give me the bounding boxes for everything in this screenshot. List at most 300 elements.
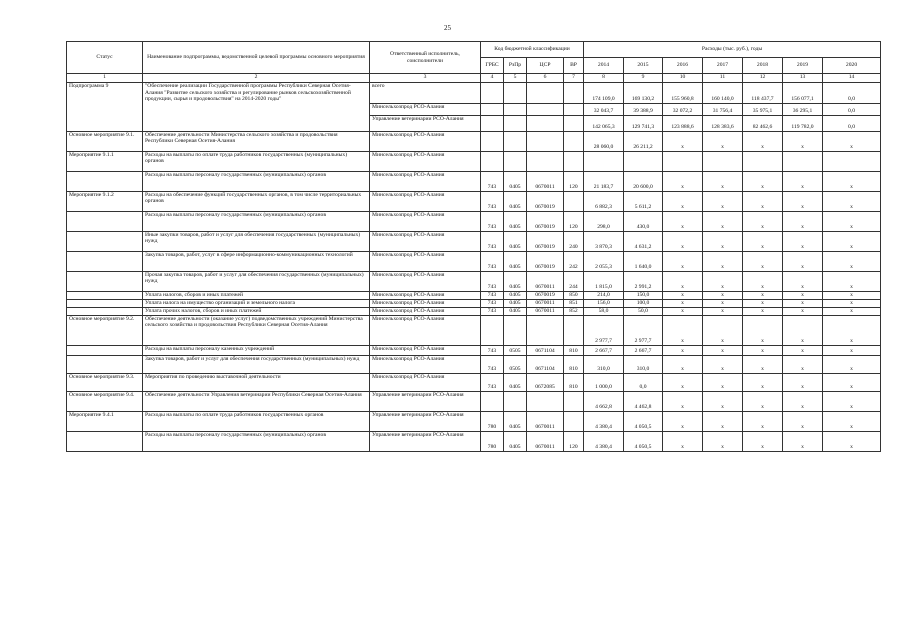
- cell-y2019: x: [783, 251, 823, 271]
- cell-grbs: [481, 115, 504, 131]
- cell-grbs: 780: [481, 431, 504, 451]
- cell-y2019: x: [783, 391, 823, 411]
- cell-rzpr: [504, 83, 527, 104]
- cell-y2020: x: [823, 345, 881, 355]
- header-expenses: Расходы (тыс. руб.), годы: [584, 42, 881, 58]
- cell-csr: [527, 115, 564, 131]
- cell-grbs: 743: [481, 291, 504, 299]
- cell-vr: 120: [564, 431, 584, 451]
- cell-grbs: 743: [481, 191, 504, 211]
- table-row: [67, 271, 881, 291]
- cell-name: Уплата прочих налогов, сборов и иных платежей: [143, 307, 370, 315]
- cell-y2016: x: [663, 251, 703, 271]
- column-number: 8: [584, 74, 624, 83]
- cell-y2014: 174 109,0: [584, 83, 624, 104]
- cell-y2020: x: [823, 231, 881, 251]
- cell-csr: 0670011: [527, 411, 564, 431]
- cell-y2014: 4 380,4: [584, 411, 624, 431]
- cell-y2015: 129 741,3: [624, 115, 663, 131]
- cell-y2020: [823, 151, 881, 171]
- cell-rzpr: 0405: [504, 211, 527, 231]
- column-number: 10: [663, 74, 703, 83]
- cell-grbs: 743: [481, 307, 504, 315]
- table-row: [67, 171, 881, 191]
- cell-csr: 0671104: [527, 345, 564, 355]
- cell-y2019: x: [783, 373, 823, 391]
- cell-grbs: 780: [481, 411, 504, 431]
- cell-name: Расходы на выплаты персоналу государственных (муниципальных) органов: [143, 431, 370, 451]
- cell-y2018: x: [743, 131, 783, 151]
- cell-y2020: x: [823, 373, 881, 391]
- cell-executor: Минсельхозпрод РСО-Алания: [370, 373, 481, 391]
- cell-y2014: 156,0: [584, 299, 624, 307]
- cell-y2015: 26 211,2: [624, 131, 663, 151]
- cell-y2018: x: [743, 171, 783, 191]
- cell-csr: [527, 131, 564, 151]
- cell-status: [67, 355, 143, 373]
- cell-y2014: 4 662,8: [584, 391, 624, 411]
- cell-y2020: x: [823, 171, 881, 191]
- cell-y2015: 169 130,2: [624, 83, 663, 104]
- header-year: 2015: [624, 58, 663, 74]
- cell-vr: 242: [564, 251, 584, 271]
- table-row: [67, 391, 881, 411]
- cell-rzpr: [504, 131, 527, 151]
- cell-name: Обеспечение деятельности (оказание услуг) подведомственных учреждений Министерства сельского хозяйства и продовольствия Республики Северная Осетия-Алания: [143, 315, 370, 345]
- cell-rzpr: 0405: [504, 299, 527, 307]
- cell-status: [67, 431, 143, 451]
- cell-vr: 240: [564, 231, 584, 251]
- cell-y2016: x: [663, 191, 703, 211]
- cell-vr: [564, 115, 584, 131]
- cell-csr: [527, 391, 564, 411]
- table-row: [67, 211, 881, 231]
- cell-y2017: x: [703, 299, 743, 307]
- cell-y2019: [783, 151, 823, 171]
- cell-rzpr: [504, 151, 527, 171]
- header-status: Статус: [67, 42, 143, 74]
- cell-y2014: 2 667,7: [584, 345, 624, 355]
- cell-y2020: x: [823, 391, 881, 411]
- table-row: [67, 115, 881, 131]
- header-kbk-col: ЦСР: [527, 58, 564, 74]
- cell-vr: [564, 83, 584, 104]
- cell-y2018: 35 975,1: [743, 103, 783, 115]
- cell-csr: 0670019: [527, 291, 564, 299]
- cell-grbs: 743: [481, 251, 504, 271]
- cell-y2017: 31 756,4: [703, 103, 743, 115]
- cell-csr: 0672085: [527, 373, 564, 391]
- cell-status: [67, 307, 143, 315]
- cell-name: Расходы на выплаты персоналу государственных (муниципальных) органов: [143, 211, 370, 231]
- cell-name: Уплата налога на имущество организаций и земельного налога: [143, 299, 370, 307]
- cell-grbs: 743: [481, 299, 504, 307]
- cell-y2014: 214,0: [584, 291, 624, 299]
- cell-name: "Обеспечение реализации Государственной программы Республики Северная Осетия-Алания "Развитие сельского хозяйства и регулирование рынков сельскохозяйственной продукции, сырья и продовольствия" на 2014-2020 годы": [143, 83, 370, 104]
- cell-y2014: 142 065,3: [584, 115, 624, 131]
- cell-rzpr: [504, 391, 527, 411]
- cell-y2015: 430,0: [624, 211, 663, 231]
- cell-y2016: x: [663, 271, 703, 291]
- cell-y2017: x: [703, 345, 743, 355]
- cell-vr: [564, 411, 584, 431]
- cell-y2016: x: [663, 373, 703, 391]
- cell-y2018: x: [743, 291, 783, 299]
- cell-status: [67, 299, 143, 307]
- cell-y2017: x: [703, 251, 743, 271]
- cell-y2016: x: [663, 355, 703, 373]
- cell-vr: 810: [564, 345, 584, 355]
- cell-grbs: [481, 315, 504, 345]
- cell-y2018: x: [743, 271, 783, 291]
- cell-executor: Управление ветеринарии РСО-Алания: [370, 411, 481, 431]
- header-kbk-col: ГРБС: [481, 58, 504, 74]
- cell-y2015: 2 667,7: [624, 345, 663, 355]
- cell-y2015: 310,0: [624, 355, 663, 373]
- cell-y2018: 118 437,7: [743, 83, 783, 104]
- cell-y2017: x: [703, 373, 743, 391]
- cell-csr: 0670011: [527, 307, 564, 315]
- cell-rzpr: 0405: [504, 291, 527, 299]
- table-row: [67, 251, 881, 271]
- cell-y2014: 58,0: [584, 307, 624, 315]
- cell-y2019: x: [783, 211, 823, 231]
- cell-grbs: 743: [481, 171, 504, 191]
- cell-y2015: 4 631,2: [624, 231, 663, 251]
- header-kbk: Код бюджетной классификации: [481, 42, 584, 58]
- header-year: 2017: [703, 58, 743, 74]
- column-number: 14: [823, 74, 881, 83]
- header-executor: Ответственный исполнитель, соисполнители: [370, 42, 481, 74]
- cell-name: Закупка товаров, работ, услуг в сфере информационно-коммуникационных технологий: [143, 251, 370, 271]
- cell-executor: Минсельхозпрод РСО-Алания: [370, 231, 481, 251]
- cell-rzpr: 0405: [504, 191, 527, 211]
- cell-grbs: [481, 131, 504, 151]
- table-row: [67, 355, 881, 373]
- cell-executor: Минсельхозпрод РСО-Алания: [370, 151, 481, 171]
- cell-y2019: x: [783, 291, 823, 299]
- table-row: [67, 191, 881, 211]
- cell-csr: 0671104: [527, 355, 564, 373]
- cell-status: [67, 171, 143, 191]
- cell-y2014: 32 043,7: [584, 103, 624, 115]
- cell-y2016: x: [663, 315, 703, 345]
- cell-executor: Минсельхозпрод РСО-Алания: [370, 345, 481, 355]
- cell-vr: [564, 103, 584, 115]
- cell-y2015: 20 600,0: [624, 171, 663, 191]
- cell-y2017: x: [703, 315, 743, 345]
- cell-name: Расходы на выплаты персоналу государственных (муниципальных) органов: [143, 171, 370, 191]
- cell-status: [67, 251, 143, 271]
- cell-grbs: [481, 151, 504, 171]
- cell-y2020: x: [823, 291, 881, 299]
- cell-name: Мероприятия по проведению выставочной деятельности: [143, 373, 370, 391]
- cell-name: Расходы на обеспечение функций государственных органов, в том числе территориальных органов: [143, 191, 370, 211]
- budget-table: [66, 41, 881, 452]
- cell-status: [67, 291, 143, 299]
- cell-grbs: 743: [481, 373, 504, 391]
- cell-name: Уплата налогов, сборов и иных платежей: [143, 291, 370, 299]
- cell-executor: Управление ветеринарии РСО-Алания: [370, 115, 481, 131]
- cell-y2014: 28 060,0: [584, 131, 624, 151]
- cell-y2015: 39 388,9: [624, 103, 663, 115]
- cell-csr: 0670019: [527, 211, 564, 231]
- cell-y2020: x: [823, 431, 881, 451]
- cell-name: Иные закупки товаров, работ и услуг для обеспечения государственных (муниципальных) нужд: [143, 231, 370, 251]
- cell-y2015: 100,0: [624, 299, 663, 307]
- cell-y2016: x: [663, 131, 703, 151]
- cell-status: [67, 103, 143, 115]
- cell-y2017: x: [703, 231, 743, 251]
- cell-rzpr: 0405: [504, 431, 527, 451]
- cell-y2020: x: [823, 299, 881, 307]
- header-year: 2018: [743, 58, 783, 74]
- cell-executor: Минсельхозпрод РСО-Алания: [370, 171, 481, 191]
- cell-name: Обеспечение деятельности Министерства сельского хозяйства и продовольствия Республики Северная Осетия-Алания: [143, 131, 370, 151]
- cell-y2019: x: [783, 299, 823, 307]
- cell-status: Мероприятие 9.4.1: [67, 411, 143, 431]
- cell-y2014: 310,0: [584, 355, 624, 373]
- cell-y2019: x: [783, 345, 823, 355]
- column-number: 5: [504, 74, 527, 83]
- cell-vr: [564, 315, 584, 345]
- table-row: [67, 373, 881, 391]
- cell-rzpr: 0405: [504, 271, 527, 291]
- cell-y2017: x: [703, 211, 743, 231]
- cell-grbs: 743: [481, 231, 504, 251]
- cell-csr: 0670019: [527, 231, 564, 251]
- cell-executor: Минсельхозпрод РСО-Алания: [370, 315, 481, 345]
- cell-vr: 851: [564, 299, 584, 307]
- cell-y2018: 82 462,6: [743, 115, 783, 131]
- cell-rzpr: 0405: [504, 373, 527, 391]
- cell-y2019: x: [783, 355, 823, 373]
- cell-y2016: x: [663, 291, 703, 299]
- cell-y2018: x: [743, 299, 783, 307]
- cell-y2017: x: [703, 171, 743, 191]
- cell-y2016: x: [663, 231, 703, 251]
- cell-vr: [564, 191, 584, 211]
- cell-y2016: 123 888,6: [663, 115, 703, 131]
- cell-vr: [564, 151, 584, 171]
- cell-rzpr: 0505: [504, 345, 527, 355]
- cell-y2018: x: [743, 431, 783, 451]
- header-name: Наименование подпрограммы, ведомственной целевой программы основного мероприятия: [143, 42, 370, 74]
- cell-y2020: x: [823, 131, 881, 151]
- cell-executor: Минсельхозпрод РСО-Алания: [370, 271, 481, 291]
- cell-name: Обеспечение деятельности Управления ветеринарии Республики Северная Осетия-Алания: [143, 391, 370, 411]
- cell-executor: Минсельхозпрод РСО-Алания: [370, 103, 481, 115]
- cell-csr: 0670019: [527, 251, 564, 271]
- table-row: [67, 131, 881, 151]
- cell-status: Основное мероприятие 9.4.: [67, 391, 143, 411]
- cell-y2018: [743, 151, 783, 171]
- cell-status: [67, 231, 143, 251]
- cell-y2018: x: [743, 411, 783, 431]
- cell-executor: Минсельхозпрод РСО-Алания: [370, 307, 481, 315]
- cell-status: [67, 271, 143, 291]
- cell-name: Прочая закупка товаров, работ и услуг для обеспечения государственных (муниципальных) нужд: [143, 271, 370, 291]
- cell-y2015: 1 640,0: [624, 251, 663, 271]
- cell-y2016: x: [663, 307, 703, 315]
- table-row: [67, 151, 881, 171]
- cell-y2016: 32 072,2: [663, 103, 703, 115]
- cell-rzpr: 0405: [504, 411, 527, 431]
- cell-y2015: 0,0: [624, 373, 663, 391]
- cell-y2014: 3 870,3: [584, 231, 624, 251]
- cell-vr: 850: [564, 291, 584, 299]
- cell-y2015: 150,0: [624, 291, 663, 299]
- cell-y2018: x: [743, 315, 783, 345]
- cell-y2016: x: [663, 171, 703, 191]
- cell-y2014: 6 882,3: [584, 191, 624, 211]
- cell-y2019: 119 782,0: [783, 115, 823, 131]
- header-year: 2014: [584, 58, 624, 74]
- cell-y2020: 0,0: [823, 83, 881, 104]
- cell-y2016: x: [663, 345, 703, 355]
- cell-name: Расходы на выплаты персоналу казенных учреждений: [143, 345, 370, 355]
- cell-y2020: x: [823, 191, 881, 211]
- cell-y2018: x: [743, 191, 783, 211]
- cell-grbs: 743: [481, 355, 504, 373]
- cell-y2017: x: [703, 391, 743, 411]
- cell-executor: Минсельхозпрод РСО-Алания: [370, 355, 481, 373]
- cell-rzpr: 0505: [504, 355, 527, 373]
- cell-status: [67, 345, 143, 355]
- cell-y2020: x: [823, 315, 881, 345]
- cell-status: Основное мероприятие 9.1.: [67, 131, 143, 151]
- cell-y2019: 36 295,1: [783, 103, 823, 115]
- table-row: [67, 83, 881, 104]
- cell-y2019: x: [783, 191, 823, 211]
- cell-y2018: x: [743, 231, 783, 251]
- cell-y2015: [624, 151, 663, 171]
- page-number: 25: [444, 24, 451, 32]
- cell-rzpr: 0405: [504, 171, 527, 191]
- cell-y2015: 50,0: [624, 307, 663, 315]
- header-kbk-col: РзПр: [504, 58, 527, 74]
- cell-y2019: 156 077,1: [783, 83, 823, 104]
- cell-y2019: x: [783, 171, 823, 191]
- cell-name: Расходы на выплаты по оплате труда работников государственных органов: [143, 411, 370, 431]
- column-number: 11: [703, 74, 743, 83]
- table-row: [67, 431, 881, 451]
- cell-y2017: x: [703, 307, 743, 315]
- table-row: [67, 345, 881, 355]
- header-kbk-col: ВР: [564, 58, 584, 74]
- cell-status: Подпрограмма 9: [67, 83, 143, 104]
- header-year: 2016: [663, 58, 703, 74]
- column-number: 3: [370, 74, 481, 83]
- cell-y2014: [584, 151, 624, 171]
- cell-y2015: 4 050,5: [624, 431, 663, 451]
- cell-y2014: 1 815,0: [584, 271, 624, 291]
- cell-y2018: x: [743, 355, 783, 373]
- cell-rzpr: 0405: [504, 231, 527, 251]
- cell-y2016: x: [663, 391, 703, 411]
- cell-y2019: x: [783, 315, 823, 345]
- cell-y2016: x: [663, 299, 703, 307]
- cell-y2015: 4 462,8: [624, 391, 663, 411]
- cell-y2014: 1 000,0: [584, 373, 624, 391]
- cell-executor: всего: [370, 83, 481, 104]
- cell-y2016: x: [663, 211, 703, 231]
- table-row: [67, 291, 881, 299]
- cell-y2020: x: [823, 411, 881, 431]
- cell-csr: [527, 315, 564, 345]
- table-row: [67, 103, 881, 115]
- cell-rzpr: 0405: [504, 251, 527, 271]
- cell-rzpr: [504, 115, 527, 131]
- cell-y2019: x: [783, 131, 823, 151]
- cell-y2018: x: [743, 391, 783, 411]
- table-row: [67, 299, 881, 307]
- cell-y2017: 160 140,0: [703, 83, 743, 104]
- cell-vr: 810: [564, 355, 584, 373]
- cell-y2017: x: [703, 431, 743, 451]
- cell-grbs: 743: [481, 211, 504, 231]
- cell-grbs: [481, 103, 504, 115]
- cell-y2019: x: [783, 431, 823, 451]
- column-number: 1: [67, 74, 143, 83]
- table-row: [67, 231, 881, 251]
- cell-name: Расходы на выплаты по оплате труда работников государственных (муниципальных) органов: [143, 151, 370, 171]
- cell-y2019: x: [783, 411, 823, 431]
- cell-y2020: x: [823, 211, 881, 231]
- cell-csr: [527, 83, 564, 104]
- column-number: 6: [527, 74, 564, 83]
- cell-name: Закупка товаров, работ и услуг для обеспечения государственных (муниципальных) нужд: [143, 355, 370, 373]
- table-row: [67, 411, 881, 431]
- cell-vr: 244: [564, 271, 584, 291]
- cell-y2014: 2 055,3: [584, 251, 624, 271]
- cell-rzpr: [504, 103, 527, 115]
- cell-executor: Управление ветеринарии РСО-Алания: [370, 431, 481, 451]
- cell-status: [67, 115, 143, 131]
- cell-status: [67, 211, 143, 231]
- cell-csr: 0670011: [527, 171, 564, 191]
- cell-y2015: 2 991,2: [624, 271, 663, 291]
- cell-grbs: [481, 391, 504, 411]
- cell-y2016: x: [663, 411, 703, 431]
- cell-vr: 120: [564, 211, 584, 231]
- cell-y2017: x: [703, 355, 743, 373]
- cell-y2018: x: [743, 345, 783, 355]
- cell-y2014: 2 977,7: [584, 315, 624, 345]
- cell-y2019: x: [783, 307, 823, 315]
- cell-vr: 852: [564, 307, 584, 315]
- cell-executor: Минсельхозпрод РСО-Алания: [370, 291, 481, 299]
- cell-csr: 0670011: [527, 299, 564, 307]
- cell-csr: 0670011: [527, 431, 564, 451]
- cell-csr: [527, 103, 564, 115]
- cell-y2020: x: [823, 355, 881, 373]
- header-year: 2020: [823, 58, 881, 74]
- cell-y2019: x: [783, 231, 823, 251]
- cell-csr: 0670019: [527, 191, 564, 211]
- cell-y2018: x: [743, 373, 783, 391]
- cell-status: Мероприятие 9.1.2: [67, 191, 143, 211]
- header-year: 2019: [783, 58, 823, 74]
- column-number: 12: [743, 74, 783, 83]
- cell-y2015: 5 611,2: [624, 191, 663, 211]
- cell-y2017: [703, 151, 743, 171]
- cell-y2018: x: [743, 251, 783, 271]
- cell-y2020: x: [823, 251, 881, 271]
- cell-y2017: x: [703, 131, 743, 151]
- cell-grbs: [481, 83, 504, 104]
- cell-name: [143, 115, 370, 131]
